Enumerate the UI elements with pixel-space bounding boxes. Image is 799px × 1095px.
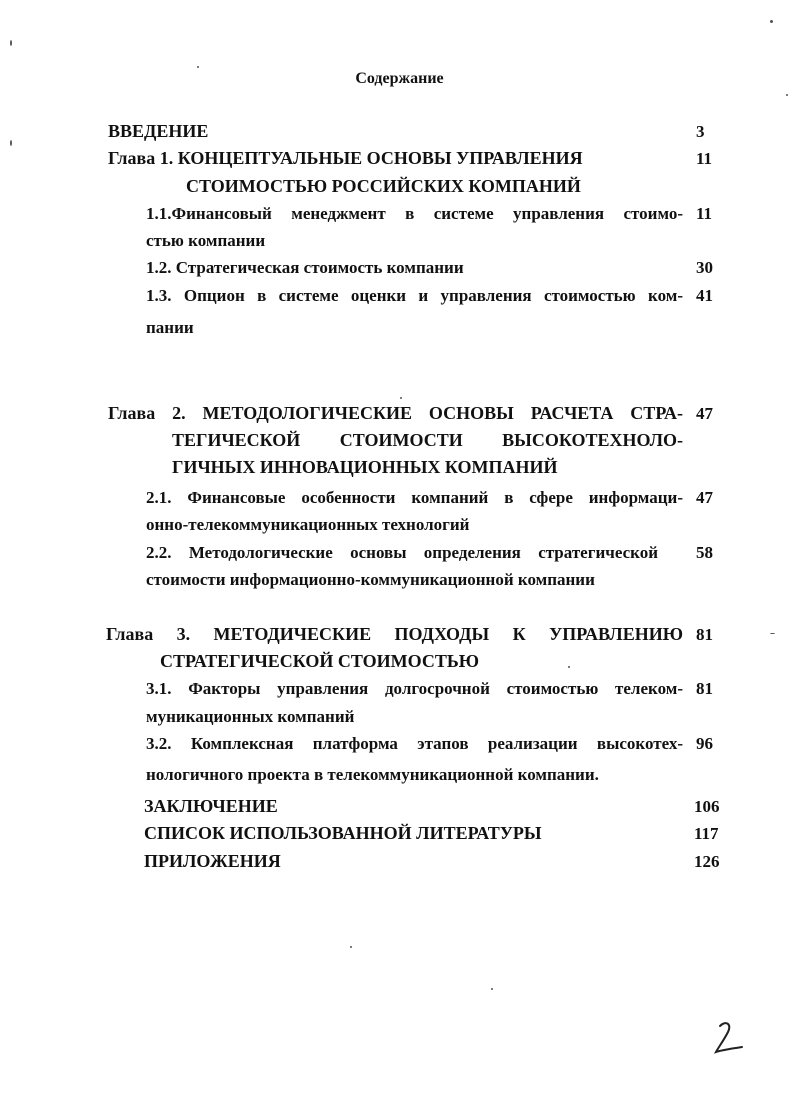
toc-page-number: 117: [694, 824, 719, 843]
scan-speck: [197, 66, 199, 68]
scan-speck: [770, 20, 773, 23]
scan-speck: [10, 40, 12, 46]
toc-page-number: 47: [696, 404, 713, 423]
toc-page-number: 47: [696, 488, 713, 507]
toc-text: ГИЧНЫХ ИННОВАЦИОННЫХ КОМПАНИЙ: [172, 457, 558, 477]
toc-text: нологичного проекта в телекоммуникационной компании.: [146, 765, 599, 784]
scan-speck: [400, 397, 402, 399]
toc-page-number: 96: [696, 734, 713, 753]
toc-text: 2.2. Методологические основы определения стратегической: [146, 543, 658, 562]
scan-speck: [10, 140, 12, 146]
toc-text: Глава 3. МЕТОДИЧЕСКИЕ ПОДХОДЫ К УПРАВЛЕНИЮ: [106, 624, 683, 644]
toc-text: Глава 2. МЕТОДОЛОГИЧЕСКИЕ ОСНОВЫ РАСЧЕТА СТРА-: [108, 403, 683, 423]
toc-text: 2.1. Финансовые особенности компаний в сфере информаци-: [146, 488, 683, 507]
toc-text: стоимости информационно-коммуникационной компании: [146, 570, 595, 589]
scan-speck: [350, 946, 352, 948]
toc-page-number: 41: [696, 286, 713, 305]
toc-text: стью компании: [146, 231, 266, 250]
handwritten-page-number: [712, 1018, 748, 1058]
toc-text: онно-телекоммуникационных технологий: [146, 515, 470, 534]
scan-speck: [568, 666, 570, 668]
toc-text: ЗАКЛЮЧЕНИЕ: [144, 796, 278, 816]
toc-text: муникационных компаний: [146, 707, 355, 726]
toc-text: 3.1. Факторы управления долгосрочной стоимостью телеком-: [146, 679, 683, 698]
toc-text: СТОИМОСТЬЮ РОССИЙСКИХ КОМПАНИЙ: [186, 176, 581, 196]
toc-text: СПИСОК ИСПОЛЬЗОВАННОЙ ЛИТЕРАТУРЫ: [144, 823, 542, 843]
toc-page-number: 11: [696, 204, 713, 223]
toc-text: 3.2. Комплексная платформа этапов реализации высокотех-: [146, 734, 683, 753]
toc-page-number: 30: [696, 258, 713, 277]
toc-text: 1.1.Финансовый менеджмент в системе управления стоимо-: [146, 204, 683, 223]
toc-text: ПРИЛОЖЕНИЯ: [144, 851, 281, 871]
toc-text: Глава 1. КОНЦЕПТУАЛЬНЫЕ ОСНОВЫ УПРАВЛЕНИЯ: [108, 148, 583, 168]
toc-text: ВВЕДЕНИЕ: [108, 121, 209, 141]
toc-text: СТРАТЕГИЧЕСКОЙ СТОИМОСТЬЮ: [160, 651, 480, 671]
toc-page-number: 81: [696, 625, 713, 644]
toc-page-number: 11: [696, 149, 713, 168]
toc-text: пании: [146, 318, 194, 337]
page-title: Содержание: [355, 70, 444, 87]
scan-speck: [491, 988, 493, 990]
scan-speck: [770, 633, 775, 634]
scan-speck: [786, 94, 788, 96]
toc-text: 1.2. Стратегическая стоимость компании: [146, 258, 464, 277]
toc-page-number: 81: [696, 679, 713, 698]
toc-page-number: 58: [696, 543, 713, 562]
toc-page-number: 106: [694, 797, 720, 816]
toc-page-number: 3: [696, 122, 705, 141]
toc-text: 1.3. Опцион в системе оценки и управления стоимостью ком-: [146, 286, 683, 305]
toc-text: ТЕГИЧЕСКОЙ СТОИМОСТИ ВЫСОКОТЕХНОЛО-: [172, 430, 683, 450]
toc-page-number: 126: [694, 852, 720, 871]
